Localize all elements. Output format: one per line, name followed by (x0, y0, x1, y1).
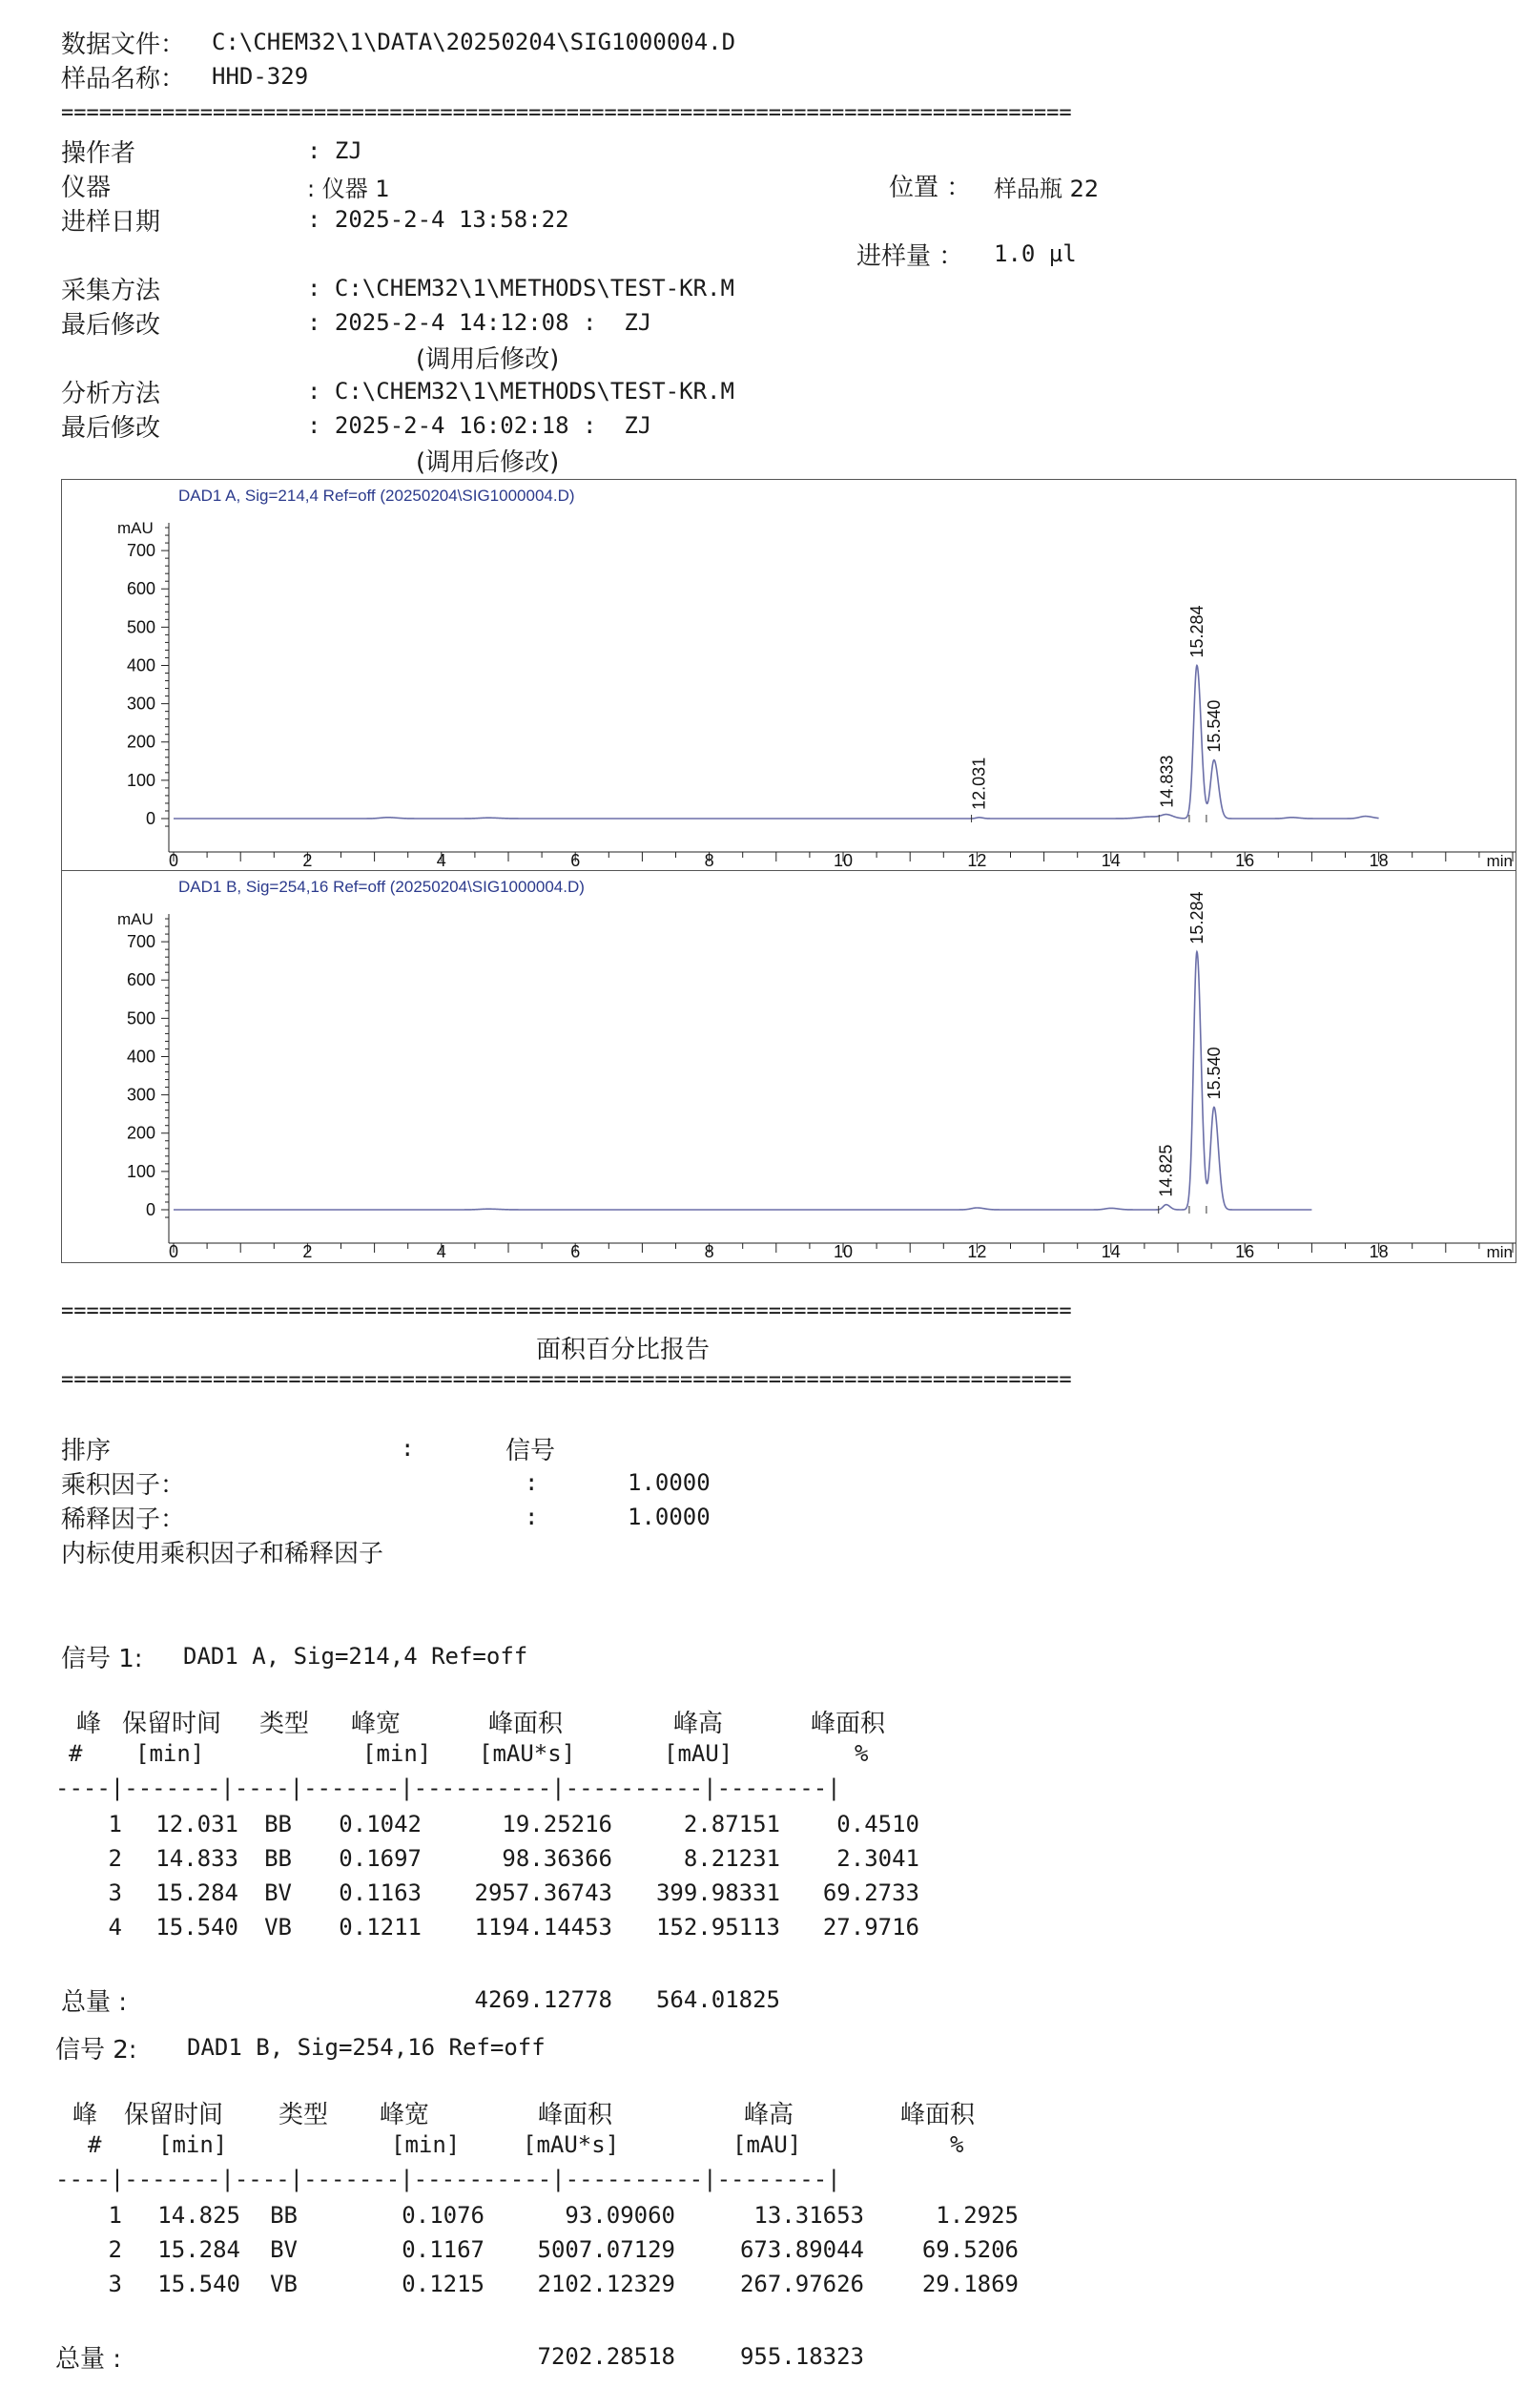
column-header: 峰面积 (811, 1710, 886, 1738)
operator-label: 操作者 (61, 139, 136, 168)
x-tick-label: 12 (967, 1242, 987, 1261)
table-cell: BB (264, 1811, 292, 1837)
x-tick-label: 0 (168, 1242, 179, 1261)
y-tick-label: 600 (126, 579, 155, 599)
column-unit: % (855, 1740, 869, 1767)
table-cell: 1 (108, 2202, 122, 2229)
x-tick-label: 14 (1101, 1242, 1121, 1261)
table-cell: BB (264, 1845, 292, 1872)
peak-rt-label: 15.540 (1204, 1047, 1224, 1100)
x-tick-label: 2 (302, 1242, 313, 1261)
table-cell: 15.540 (157, 2271, 240, 2297)
multiplier-colon: : (525, 1469, 539, 1496)
column-unit: # (88, 2131, 102, 2158)
y-tick-label: 700 (126, 932, 155, 952)
peak-rt-label: 14.825 (1156, 1144, 1176, 1197)
table-cell: 13.31653 (753, 2202, 864, 2229)
peak-rt-label: 15.284 (1186, 605, 1206, 658)
table-cell: 14.825 (157, 2202, 240, 2229)
table-cell: 15.284 (155, 1879, 238, 1906)
y-tick-label: 600 (126, 970, 155, 990)
table-cell: 4 (108, 1914, 122, 1941)
table-divider: ----|-------|----|-------|----------|----------|--------| (55, 1775, 841, 1801)
sort-colon: : (401, 1435, 415, 1462)
operator-value: : ZJ (307, 137, 362, 164)
table-cell: 98.36366 (502, 1845, 612, 1872)
last-modified-label-2: 最后修改 (61, 414, 161, 443)
column-header: 峰面积 (488, 1710, 564, 1738)
total-height: 564.01825 (655, 1986, 780, 2013)
table-cell: 0.1211 (339, 1914, 422, 1941)
table-cell: 0.1167 (402, 2236, 485, 2263)
peak-rt-label: 15.284 (1186, 891, 1206, 945)
x-tick-label: 12 (967, 851, 987, 870)
column-unit: [min] (135, 1740, 205, 1767)
table-cell: 0.1697 (339, 1845, 422, 1872)
inject-volume-label: 进样量 ： (856, 242, 964, 271)
table-cell: 14.833 (155, 1845, 238, 1872)
dilution-label: 稀释因子： (61, 1505, 186, 1534)
last-modified-label-1: 最后修改 (61, 311, 161, 340)
table-cell: 15.284 (157, 2236, 240, 2263)
table-cell: 15.540 (155, 1914, 238, 1941)
istd-note: 内标使用乘积因子和稀释因子 (61, 1540, 384, 1568)
table-cell: 2102.12329 (537, 2271, 675, 2297)
table-cell: 3 (108, 1879, 122, 1906)
column-unit: % (950, 2131, 964, 2158)
total-area: 7202.28518 (537, 2343, 675, 2370)
x-axis-unit-label: min (1486, 852, 1513, 870)
y-axis-unit-label: mAU (117, 910, 154, 928)
column-header: 类型 (259, 1710, 310, 1738)
modified-note-1: (调用后修改) (416, 345, 560, 374)
table-divider: ----|-------|----|-------|----------|----------|--------| (55, 2166, 841, 2192)
table-cell: 0.1042 (339, 1811, 422, 1837)
y-axis-unit-label: mAU (117, 519, 154, 537)
y-tick-label: 0 (145, 1200, 155, 1219)
x-tick-label: 4 (436, 1242, 446, 1261)
inject-date-value: : 2025-2-4 13:58:22 (307, 206, 569, 233)
table-cell: 69.2733 (822, 1879, 919, 1906)
y-tick-label: 500 (126, 1008, 155, 1028)
table-cell: 2957.36743 (474, 1879, 612, 1906)
signal2-heading-cn: 信号 2: (55, 2036, 137, 2065)
column-header: 峰高 (673, 1710, 724, 1738)
y-tick-label: 300 (126, 694, 155, 714)
column-header: 峰宽 (380, 2101, 430, 2129)
table-cell: BV (264, 1879, 292, 1906)
y-tick-label: 700 (126, 541, 155, 561)
table-cell: VB (270, 2271, 298, 2297)
table-cell: 2 (108, 2236, 122, 2263)
last-modified-value-1: : 2025-2-4 14:12:08 : ZJ (307, 309, 652, 336)
table-cell: 0.4510 (836, 1811, 919, 1837)
chromatogram-signal-b (61, 870, 1516, 1263)
table-cell: 152.95113 (655, 1914, 780, 1941)
x-tick-label: 0 (168, 851, 179, 870)
y-tick-label: 200 (126, 1123, 155, 1143)
x-tick-label: 8 (704, 851, 714, 870)
peak-rt-label: 15.540 (1204, 699, 1224, 753)
column-unit: [mAU] (732, 2131, 802, 2158)
table-cell: 93.09060 (565, 2202, 675, 2229)
sort-value: 信号 (505, 1437, 556, 1465)
table-cell: 0.1215 (402, 2271, 485, 2297)
report-separator-top: ================================================================================ (61, 1299, 1072, 1323)
chromatogram-b-svg (62, 871, 1516, 1262)
total-area: 4269.12778 (474, 1986, 612, 2013)
table-cell: 399.98331 (655, 1879, 780, 1906)
x-tick-label: 18 (1369, 1242, 1389, 1261)
column-unit: [min] (362, 1740, 432, 1767)
column-header: 保留时间 (122, 1710, 222, 1738)
x-tick-label: 6 (570, 1242, 581, 1261)
table-cell: 3 (108, 2271, 122, 2297)
dilution-colon: : (525, 1504, 539, 1530)
table-cell: 2 (108, 1845, 122, 1872)
table-cell: 673.89044 (739, 2236, 864, 2263)
table-cell: 0.1076 (402, 2202, 485, 2229)
table-cell: 69.5206 (921, 2236, 1019, 2263)
column-unit: [min] (158, 2131, 228, 2158)
acq-method-label: 采集方法 (61, 277, 161, 305)
report-title: 面积百分比报告 (536, 1336, 711, 1364)
signal2-heading: DAD1 B, Sig=254,16 Ref=off (187, 2034, 546, 2061)
report-separator-bottom: ================================================================================ (61, 1368, 1072, 1392)
signal1-heading-cn: 信号 1: (61, 1645, 143, 1673)
modified-note-2: (调用后修改) (416, 448, 560, 477)
y-tick-label: 100 (126, 1161, 155, 1181)
x-tick-label: 10 (833, 1242, 854, 1261)
table-cell: 19.25216 (502, 1811, 612, 1837)
dilution-value: 1.0000 (628, 1504, 711, 1530)
peak-rt-label: 12.031 (969, 757, 989, 810)
chart-title: DAD1 B, Sig=254,16 Ref=off (20250204\SIG1000004.D) (178, 878, 585, 896)
data-file-value: C:\CHEM32\1\DATA\20250204\SIG1000004.D (212, 29, 736, 55)
table-cell: 2.87151 (683, 1811, 780, 1837)
x-tick-label: 2 (302, 851, 313, 870)
y-tick-label: 500 (126, 617, 155, 637)
column-header: 峰面积 (538, 2101, 613, 2129)
last-modified-value-2: : 2025-2-4 16:02:18 : ZJ (307, 412, 652, 439)
chromatogram-a-svg (62, 480, 1516, 871)
multiplier-label: 乘积因子： (61, 1471, 186, 1500)
x-tick-label: 6 (570, 851, 581, 870)
y-tick-label: 0 (145, 809, 155, 828)
signal-trace (174, 665, 1379, 819)
data-file-label: 数据文件： (61, 31, 186, 59)
inject-date-label: 进样日期 (61, 208, 161, 237)
table-cell: BV (270, 2236, 298, 2263)
column-header: 峰 (76, 1710, 102, 1738)
x-tick-label: 18 (1369, 851, 1389, 870)
table-cell: 1.2925 (936, 2202, 1019, 2229)
chart-title: DAD1 A, Sig=214,4 Ref=off (20250204\SIG1000004.D) (178, 487, 575, 505)
table-cell: 12.031 (155, 1811, 238, 1837)
inject-volume-value: 1.0 µl (994, 240, 1077, 267)
table-cell: 2.3041 (836, 1845, 919, 1872)
y-tick-label: 100 (126, 770, 155, 790)
y-tick-label: 300 (126, 1085, 155, 1105)
sample-name-value: HHD-329 (212, 63, 309, 90)
table-cell: 1194.14453 (474, 1914, 612, 1941)
column-header: 峰宽 (351, 1710, 402, 1738)
table-cell: 27.9716 (822, 1914, 919, 1941)
table-cell: 5007.07129 (537, 2236, 675, 2263)
column-header: 峰高 (744, 2101, 794, 2129)
column-unit: [mAU*s] (523, 2131, 620, 2158)
column-unit: [mAU*s] (479, 1740, 576, 1767)
y-tick-label: 400 (126, 1047, 155, 1067)
chromatogram-signal-a (61, 479, 1516, 872)
x-tick-label: 16 (1235, 851, 1255, 870)
y-tick-label: 400 (126, 655, 155, 675)
column-header: 保留时间 (124, 2101, 224, 2129)
acq-method-value: : C:\CHEM32\1\METHODS\TEST-KR.M (307, 275, 734, 301)
position-label: 位置 ： (889, 174, 972, 202)
signal-trace (174, 952, 1311, 1210)
table-cell: VB (264, 1914, 292, 1941)
x-tick-label: 16 (1235, 1242, 1255, 1261)
x-tick-label: 14 (1101, 851, 1121, 870)
sort-label: 排序 (61, 1437, 112, 1465)
separator: ================================================================================ (61, 101, 1072, 125)
table-cell: 267.97626 (739, 2271, 864, 2297)
table-cell: 0.1163 (339, 1879, 422, 1906)
x-axis-unit-label: min (1486, 1243, 1513, 1261)
sample-name-label: 样品名称： (61, 65, 186, 93)
instrument-label: 仪器 (61, 174, 112, 202)
instrument-value: : 仪器 1 (307, 176, 390, 202)
total-label: 总量 : (55, 2345, 122, 2374)
column-header: 峰面积 (900, 2101, 976, 2129)
peak-rt-label: 14.833 (1157, 755, 1177, 808)
total-label: 总量 : (61, 1988, 128, 2017)
signal1-heading: DAD1 A, Sig=214,4 Ref=off (183, 1643, 528, 1670)
x-tick-label: 10 (833, 851, 854, 870)
column-unit: # (69, 1740, 83, 1767)
column-header: 峰 (72, 2101, 98, 2129)
column-header: 类型 (278, 2101, 329, 2129)
y-tick-label: 200 (126, 732, 155, 752)
column-unit: [mAU] (664, 1740, 733, 1767)
x-tick-label: 4 (436, 851, 446, 870)
multiplier-value: 1.0000 (628, 1469, 711, 1496)
analysis-method-value: : C:\CHEM32\1\METHODS\TEST-KR.M (307, 378, 734, 405)
table-cell: 29.1869 (921, 2271, 1019, 2297)
table-cell: 1 (108, 1811, 122, 1837)
column-unit: [min] (391, 2131, 461, 2158)
table-cell: BB (270, 2202, 298, 2229)
x-tick-label: 8 (704, 1242, 714, 1261)
position-value: 样品瓶 22 (994, 176, 1100, 202)
analysis-method-label: 分析方法 (61, 380, 161, 408)
table-cell: 8.21231 (683, 1845, 780, 1872)
total-height: 955.18323 (739, 2343, 864, 2370)
